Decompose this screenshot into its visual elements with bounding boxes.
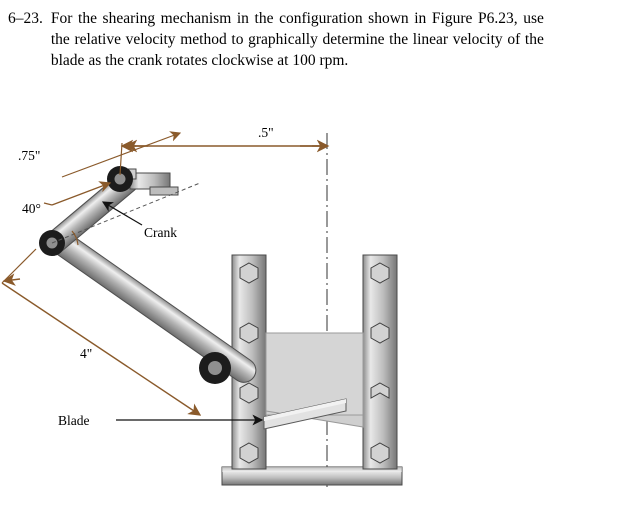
figure-p6-23 bbox=[0, 115, 618, 513]
bolt-left-3 bbox=[240, 383, 258, 403]
bolt-left-2 bbox=[240, 323, 258, 343]
problem-number: 6–23. bbox=[8, 10, 43, 27]
angle-label: 40° bbox=[22, 201, 41, 216]
bolt-right-2 bbox=[371, 323, 389, 343]
crank-bearing-block bbox=[128, 169, 178, 195]
joint-blade-pin bbox=[199, 352, 231, 384]
dimension-label-half-inch: .5" bbox=[258, 125, 274, 140]
problem-statement bbox=[8, 8, 568, 71]
blade-callout bbox=[58, 413, 262, 428]
joint-ground-pin bbox=[39, 230, 65, 256]
bolt-right-1 bbox=[371, 263, 389, 283]
bolt-left-4 bbox=[240, 443, 258, 463]
frame-base bbox=[222, 467, 402, 485]
frame-right-column bbox=[363, 255, 397, 469]
dimension-label-four-inch: 4" bbox=[80, 346, 93, 361]
blade-label: Blade bbox=[58, 413, 90, 428]
bolt-right-4 bbox=[371, 443, 389, 463]
dimension-half-inch bbox=[120, 125, 328, 175]
problem-text: For the shearing mechanism in the configuration shown in Figure P6.23, use the relative velocity method to graphically determine the linear velocity of the blade as the crank rotates clockwise at 100 rpm. bbox=[50, 10, 544, 69]
crank-label: Crank bbox=[144, 225, 177, 240]
dimension-label-three-quarter-inch: .75" bbox=[18, 148, 41, 163]
bolt-left-1 bbox=[240, 263, 258, 283]
